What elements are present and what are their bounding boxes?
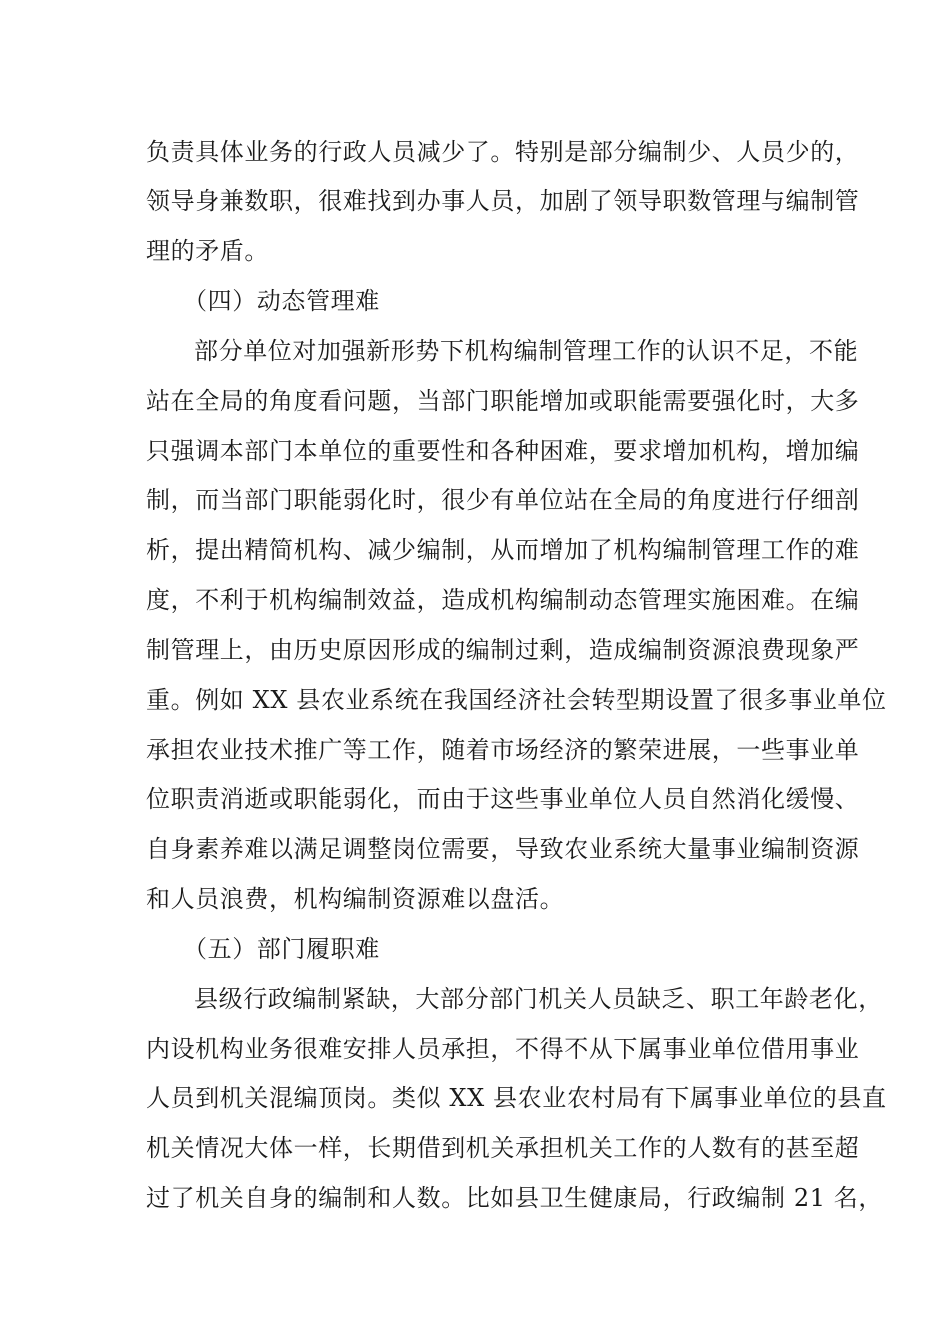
body-text-line: 析，提出精简机构、减少编制，从而增加了机构编制管理工作的难 [146,536,860,564]
body-text-line: 度，不利于机构编制效益，造成机构编制动态管理实施困难。在编 [146,586,860,614]
body-text-line: 制管理上，由历史原因形成的编制过剩，造成编制资源浪费现象严 [146,636,860,664]
body-text-line: 过了机关自身的编制和人数。比如县卫生健康局，行政编制 21 名， [146,1184,883,1212]
body-text-line: 理的矛盾。 [146,237,269,265]
body-text-line: 制，而当部门职能弱化时，很少有单位站在全局的角度进行仔细剖 [146,486,860,514]
body-text-line: 只强调本部门本单位的重要性和各种困难，要求增加机构，增加编 [146,437,860,465]
body-text-line: 内设机构业务很难安排人员承担，不得不从下属事业单位借用事业 [146,1035,860,1063]
section-heading: （四）动态管理难 [183,287,380,315]
section-heading: （五）部门履职难 [183,935,380,963]
body-text-line: 自身素养难以满足调整岗位需要，导致农业系统大量事业编制资源 [146,835,860,863]
body-text-line: 机关情况大体一样，长期借到机关承担机关工作的人数有的甚至超 [146,1134,860,1162]
body-text-line: 承担农业技术推广等工作，随着市场经济的繁荣进展，一些事业单 [146,736,860,764]
body-text-line: 重。例如 XX 县农业系统在我国经济社会转型期设置了很多事业单位 [146,686,887,714]
body-text-line: 和人员浪费，机构编制资源难以盘活。 [146,885,565,913]
body-text-line: 领导身兼数职，很难找到办事人员，加剧了领导职数管理与编制管 [146,187,860,215]
body-text-line: 部分单位对加强新形势下机构编制管理工作的认识不足，不能 [194,337,859,365]
body-text-line: 人员到机关混编顶岗。类似 XX 县农业农村局有下属事业单位的县直 [146,1084,887,1112]
body-text-line: 位职责消逝或职能弱化，而由于这些事业单位人员自然消化缓慢、 [146,785,860,813]
body-text-line: 县级行政编制紧缺，大部分部门机关人员缺乏、职工年龄老化， [194,985,883,1013]
body-text-line: 负责具体业务的行政人员减少了。特别是部分编制少、人员少的， [146,138,860,166]
body-text-line: 站在全局的角度看问题，当部门职能增加或职能需要强化时，大多 [146,387,860,415]
